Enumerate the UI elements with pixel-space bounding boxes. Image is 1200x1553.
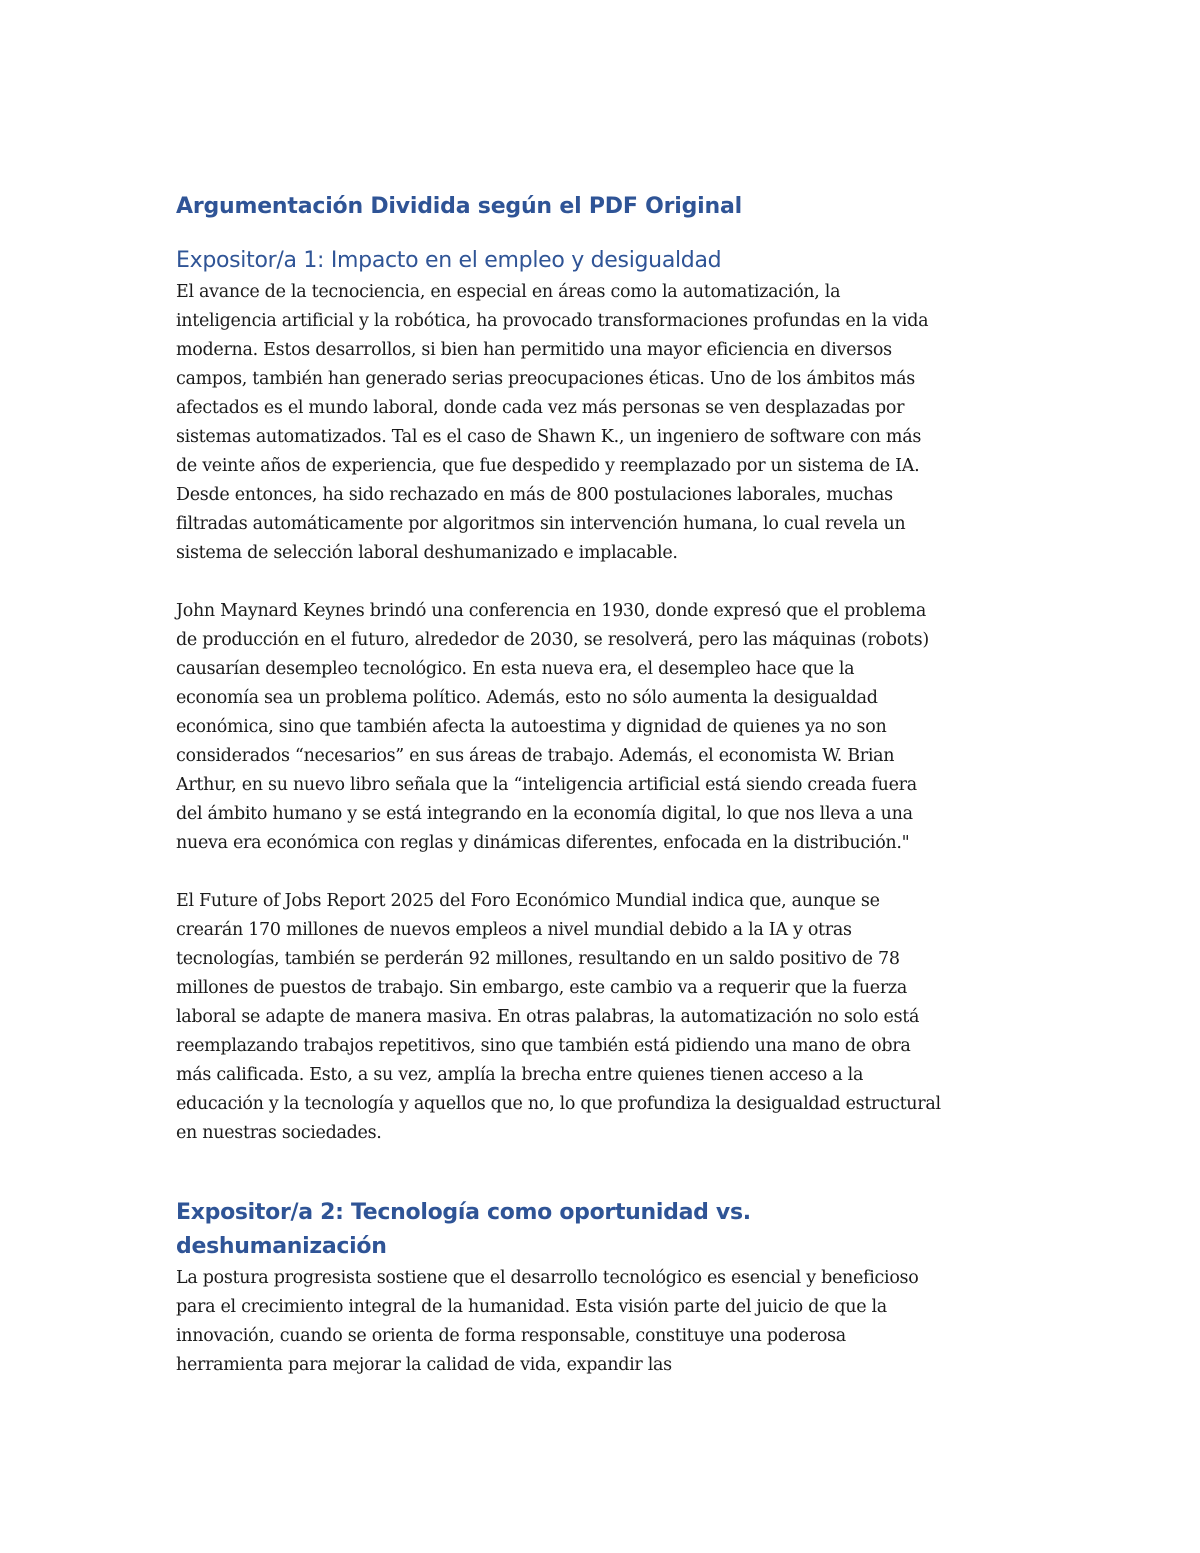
document-content: [176, 190, 941, 1380]
paragraph-spacer: [176, 568, 941, 597]
paragraph-spacer: [176, 858, 941, 887]
section-spacer: [176, 1148, 941, 1196]
section-heading: Expositor/a 2: Tecnología como oportunidad vs. deshumanización: [176, 1200, 751, 1259]
section-expositor-1: [176, 244, 941, 1148]
paragraph: La postura progresista sostiene que el desarrollo tecnológico es esencial y beneficioso para el crecimiento integral de la humanidad. Esta visión parte del juicio de que la innovación, cuando se orienta de forma responsable, constituye una poderosa herramienta para mejorar la calidad de vida, expandir las: [176, 1268, 919, 1375]
paragraph: El avance de la tecnociencia, en especial en áreas como la automatización, la inteligencia artificial y la robótica, ha provocado transformaciones profundas en la vida moderna. Estos desarrollos, si bien han permitido una mayor eficiencia en diversos campos, también han generado serias preocupaciones éticas. Uno de los ámbitos más afectados es el mundo laboral, donde cada vez más personas se ven desplazadas por sistemas automatizados. Tal es el caso de Shawn K., un ingeniero de software con más de veinte años de experiencia, que fue despedido y reemplazado por un sistema de IA. Desde entonces, ha sido rechazado en más de 800 postulaciones laborales, muchas filtradas automáticamente por algoritmos sin intervención humana, lo cual revela un sistema de selección laboral deshumanizado e implacable.: [176, 282, 929, 563]
paragraph: John Maynard Keynes brindó una conferencia en 1930, donde expresó que el problema de producción en el futuro, alrededor de 2030, se resolverá, pero las máquinas (robots) causarían desempleo tecnológico. En esta nueva era, el desempleo hace que la economía sea un problema político. Además, esto no sólo aumenta la desigualdad económica, sino que también afecta la autoestima y dignidad de quienes ya no son considerados “necesarios” en sus áreas de trabajo. Además, el economista W. Brian Arthur, en su nuevo libro señala que la “inteligencia artificial está siendo creada fuera del ámbito humano y se está integrando en la economía digital, lo que nos lleva a una nueva era económica con reglas y dinámicas diferentes, enfocada en la distribución.": [176, 601, 929, 853]
paragraph: El Future of Jobs Report 2025 del Foro Económico Mundial indica que, aunque se crearán 170 millones de nuevos empleos a nivel mundial debido a la IA y otras tecnologías, también se perderán 92 millones, resultando en un saldo positivo de 78 millones de puestos de trabajo. Sin embargo, este cambio va a requerir que la fuerza laboral se adapte de manera masiva. En otras palabras, la automatización no solo está reemplazando trabajos repetitivos, sino que también está pidiendo una mano de obra más calificada. Esto, a su vez, amplía la brecha entre quienes tienen acceso a la educación y la tecnología y aquellos que no, lo que profundiza la desigualdad estructural en nuestras sociedades.: [176, 891, 941, 1143]
section-heading: Expositor/a 1: Impacto en el empleo y desigualdad: [176, 248, 722, 273]
section-expositor-2: [176, 1196, 941, 1380]
document-title: Argumentación Dividida según el PDF Original: [176, 194, 742, 219]
